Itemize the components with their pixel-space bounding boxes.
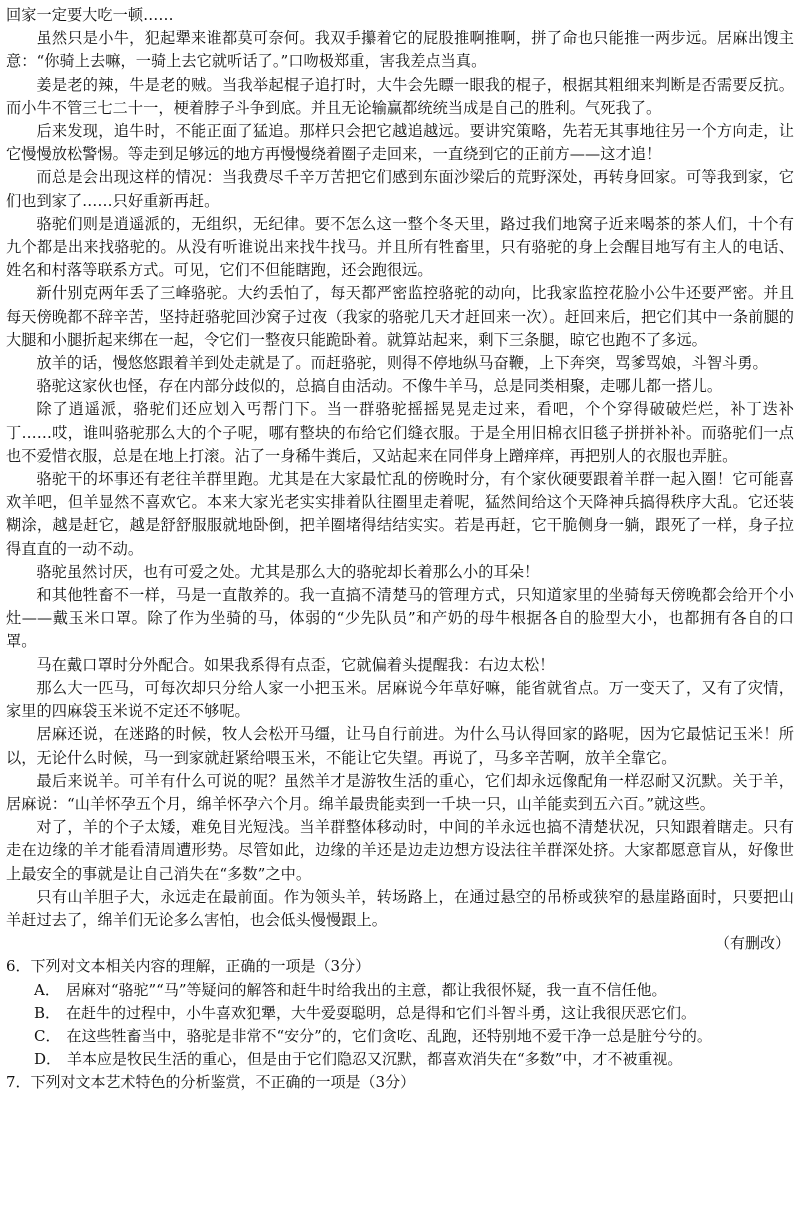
passage-paragraph: 骆驼们则是逍遥派的，无组织，无纪律。要不怎么这一整个冬天里，路过我们地窝子近来喝茶的茶人们，十个有九个都是出来找骆驼的。从没有听谁说出来找牛找马。并且所有牲畜里，只有骆驼的身上会醒目地写有主人的电话、姓名和村落等联系方式。可见，它们不但能瞎跑，还会跑很远。 <box>6 214 794 280</box>
abridged-note: （有删改） <box>714 934 790 953</box>
passage-paragraph: 新什别克两年丢了三峰骆驼。大约丢怕了，每天都严密监控骆驼的动向，比我家监控花脸小公牛还要严密。并且每天傍晚都不辞辛苦，坚持赶骆驼回沙窝子过夜（我家的骆驼几天才赶回来一次）。赶回来后，把它们其中一条前腿的大腿和小腿折起来绑在一起，令它们一整夜只能跪卧着。就算站起来，剩下三条腿，晾它也跑不了多远。 <box>6 284 794 349</box>
option-letter: D． <box>34 1050 62 1069</box>
option-letter: B． <box>34 1003 61 1022</box>
passage-paragraph: 骆驼干的坏事还有老往羊群里跑。尤其是在大家最忙乱的傍晚时分，有个家伙硬要跟着羊群一起入圈！它可能喜欢羊吧，但羊显然不喜欢它。本来大家光老实实排着队往圈里走着呢，猛然间给这个天降神兵搞得秩序大乱。它还装糊涂，越是赶它，越是舒舒服服就地卧倒，把羊圈堵得结结实实。若是再赶，它干脆侧身一躺，跟死了一样，身子拉得直直的一动不动。 <box>6 470 794 558</box>
passage-paragraph: 骆驼这家伙也怪，存在内部分歧似的，总搞自由活动。不像牛羊马，总是同类相聚，走哪儿都一搭儿。 <box>36 377 723 396</box>
question-stem <box>6 1071 794 1094</box>
passage-paragraph: 骆驼虽然讨厌，也有可爱之处。尤其是那么大的骆驼却长着那么小的耳朵！ <box>36 562 540 581</box>
question-text: 下列对文本相关内容的理解，正确的一项是（3分） <box>30 957 371 976</box>
question-item <box>6 955 794 1071</box>
reading-passage <box>6 4 794 932</box>
question-text: 下列对文本艺术特色的分析鉴赏，不正确的一项是（3分） <box>30 1073 416 1092</box>
option-letter: A． <box>34 980 60 999</box>
passage-paragraph: 放羊的话，慢悠悠跟着羊到处走就是了。而赶骆驼，则得不停地纵马奋鞭，上下奔突，骂爹骂娘，斗智斗勇。 <box>36 354 768 373</box>
option-text: 羊本应是牧民生活的重心，但是由于它们隐忍又沉默，都喜欢消失在“多数”中，才不被重视。 <box>67 1050 683 1069</box>
passage-paragraph: 除了逍遥派，骆驼们还应划入丐帮门下。当一群骆驼摇摇晃晃走过来，看吧，个个穿得破破烂烂，补丁迭补丁……哎，谁叫骆驼那么大的个子呢，哪有整块的布给它们缝衣服。于是全用旧棉衣旧毯子拼拼补补。而骆驼们一点也不爱惜衣服，总是在地上打滚。沾了一身稀牛粪后，又站起来在同伴身上蹭痒痒，再把别人的衣服也弄脏。 <box>6 400 794 465</box>
question-number: 7． <box>6 1073 31 1092</box>
passage-paragraph: 居麻还说，在迷路的时候，牧人会松开马缰，让马自行前进。为什么马认得回家的路呢，因为它最惦记玉米！所以，无论什么时候，马一到家就赶紧给喂玉米，不能让它失望。再说了，马多辛苦啊，放羊全靠它。 <box>6 725 794 767</box>
passage-paragraph: 后来发现，追牛时，不能正面了猛追。那样只会把它越追越远。要讲究策略，先若无其事地往另一个方向走，让它慢慢放松警惕。等走到足够远的地方再慢慢绕着圈子走回来，一直绕到它的正前方——这才追！ <box>6 122 794 164</box>
passage-paragraph: 回家一定要大吃一顿…… <box>6 6 174 24</box>
passage-paragraph: 那么大一匹马，可每次却只分给人家一小把玉米。居麻说今年草好嘛，能省就省点。万一变天了，又有了灾情，家里的四麻袋玉米说不定还不够呢。 <box>6 678 794 721</box>
option-letter: C． <box>34 1026 61 1045</box>
answer-option <box>6 979 794 1002</box>
answer-option <box>6 1025 794 1048</box>
passage-paragraph: 和其他牲畜不一样，马是一直散养的。我一直搞不清楚马的管理方式，只知道家里的坐骑每天傍晚都会给开个小灶——戴玉米口罩。除了作为坐骑的马，体弱的“少先队员”和产奶的母牛根据各自的脸型大小，也都拥有各自的口罩。 <box>6 586 794 651</box>
passage-paragraph: 马在戴口罩时分外配合。如果我系得有点歪，它就偏着头提醒我：右边太松！ <box>36 655 555 674</box>
question-item <box>6 1071 794 1094</box>
answer-option <box>6 1002 794 1025</box>
passage-paragraph: 只有山羊胆子大，永远走在最前面。作为领头羊，转场路上，在通过悬空的吊桥或狭窄的悬崖路面时，只要把山羊赶过去了，绵羊们无论多么害怕，也会低头慢慢跟上。 <box>6 887 794 929</box>
question-stem <box>6 955 794 978</box>
question-number: 6． <box>6 957 31 976</box>
option-list <box>6 979 794 1072</box>
option-text: 居麻对“骆驼”“马”等疑问的解答和赶牛时给我出的主意，都让我很怀疑，我一直不信任他。 <box>65 980 667 999</box>
passage-paragraph: 最后来说羊。可羊有什么可说的呢？虽然羊才是游牧生活的重心，它们却永远像配角一样忍耐又沉默。关于羊，居麻说：“山羊怀孕五个月，绵羊怀孕六个月。绵羊最贵能卖到一千块一只，山羊能卖到五六百。”就这些。 <box>6 771 794 813</box>
passage-paragraph: 对了，羊的个子太矮，难免目光短浅。当羊群整体移动时，中间的羊永远也搞不清楚状况，只知跟着瞎走。只有走在边缘的羊才能看清周遭形势。尽管如此，边缘的羊还是边走边想方设法往羊群深处挤。大家都愿意盲从，好像世上最安全的事就是让自己消失在“多数”之中。 <box>6 818 794 883</box>
option-text: 在赶牛的过程中，小牛喜欢犯犟，大牛爱耍聪明，总是得和它们斗智斗勇，这让我很厌恶它们。 <box>66 1003 697 1022</box>
answer-option <box>6 1048 794 1071</box>
question-section <box>6 955 794 1094</box>
passage-paragraph: 虽然只是小牛，犯起犟来谁都莫可奈何。我双手攥着它的屁股推啊推啊，拼了命也只能推一两步远。居麻出馊主意：“你骑上去嘛，一骑上去它就听话了。”口吻极郑重，害我差点当真。 <box>6 29 794 71</box>
passage-paragraph: 而总是会出现这样的情况：当我费尽千辛万苦把它们感到东面沙梁后的荒野深处，再转身回家。可等我到家，它们也到家了……只好重新再赶。 <box>6 168 794 210</box>
option-text: 在这些牲畜当中，骆驼是非常不“安分”的，它们贪吃、乱跑，还特别地不爱干净一总是脏兮兮的。 <box>66 1026 712 1045</box>
passage-paragraph: 姜是老的辣，牛是老的贼。当我举起棍子追打时，大牛会先瞟一眼我的棍子，根据其粗细来判断是否需要反抗。而小牛不管三七二十一，梗着脖子斗争到底。并且无论输赢都统统当成是自己的胜利。气死我了。 <box>6 75 794 117</box>
